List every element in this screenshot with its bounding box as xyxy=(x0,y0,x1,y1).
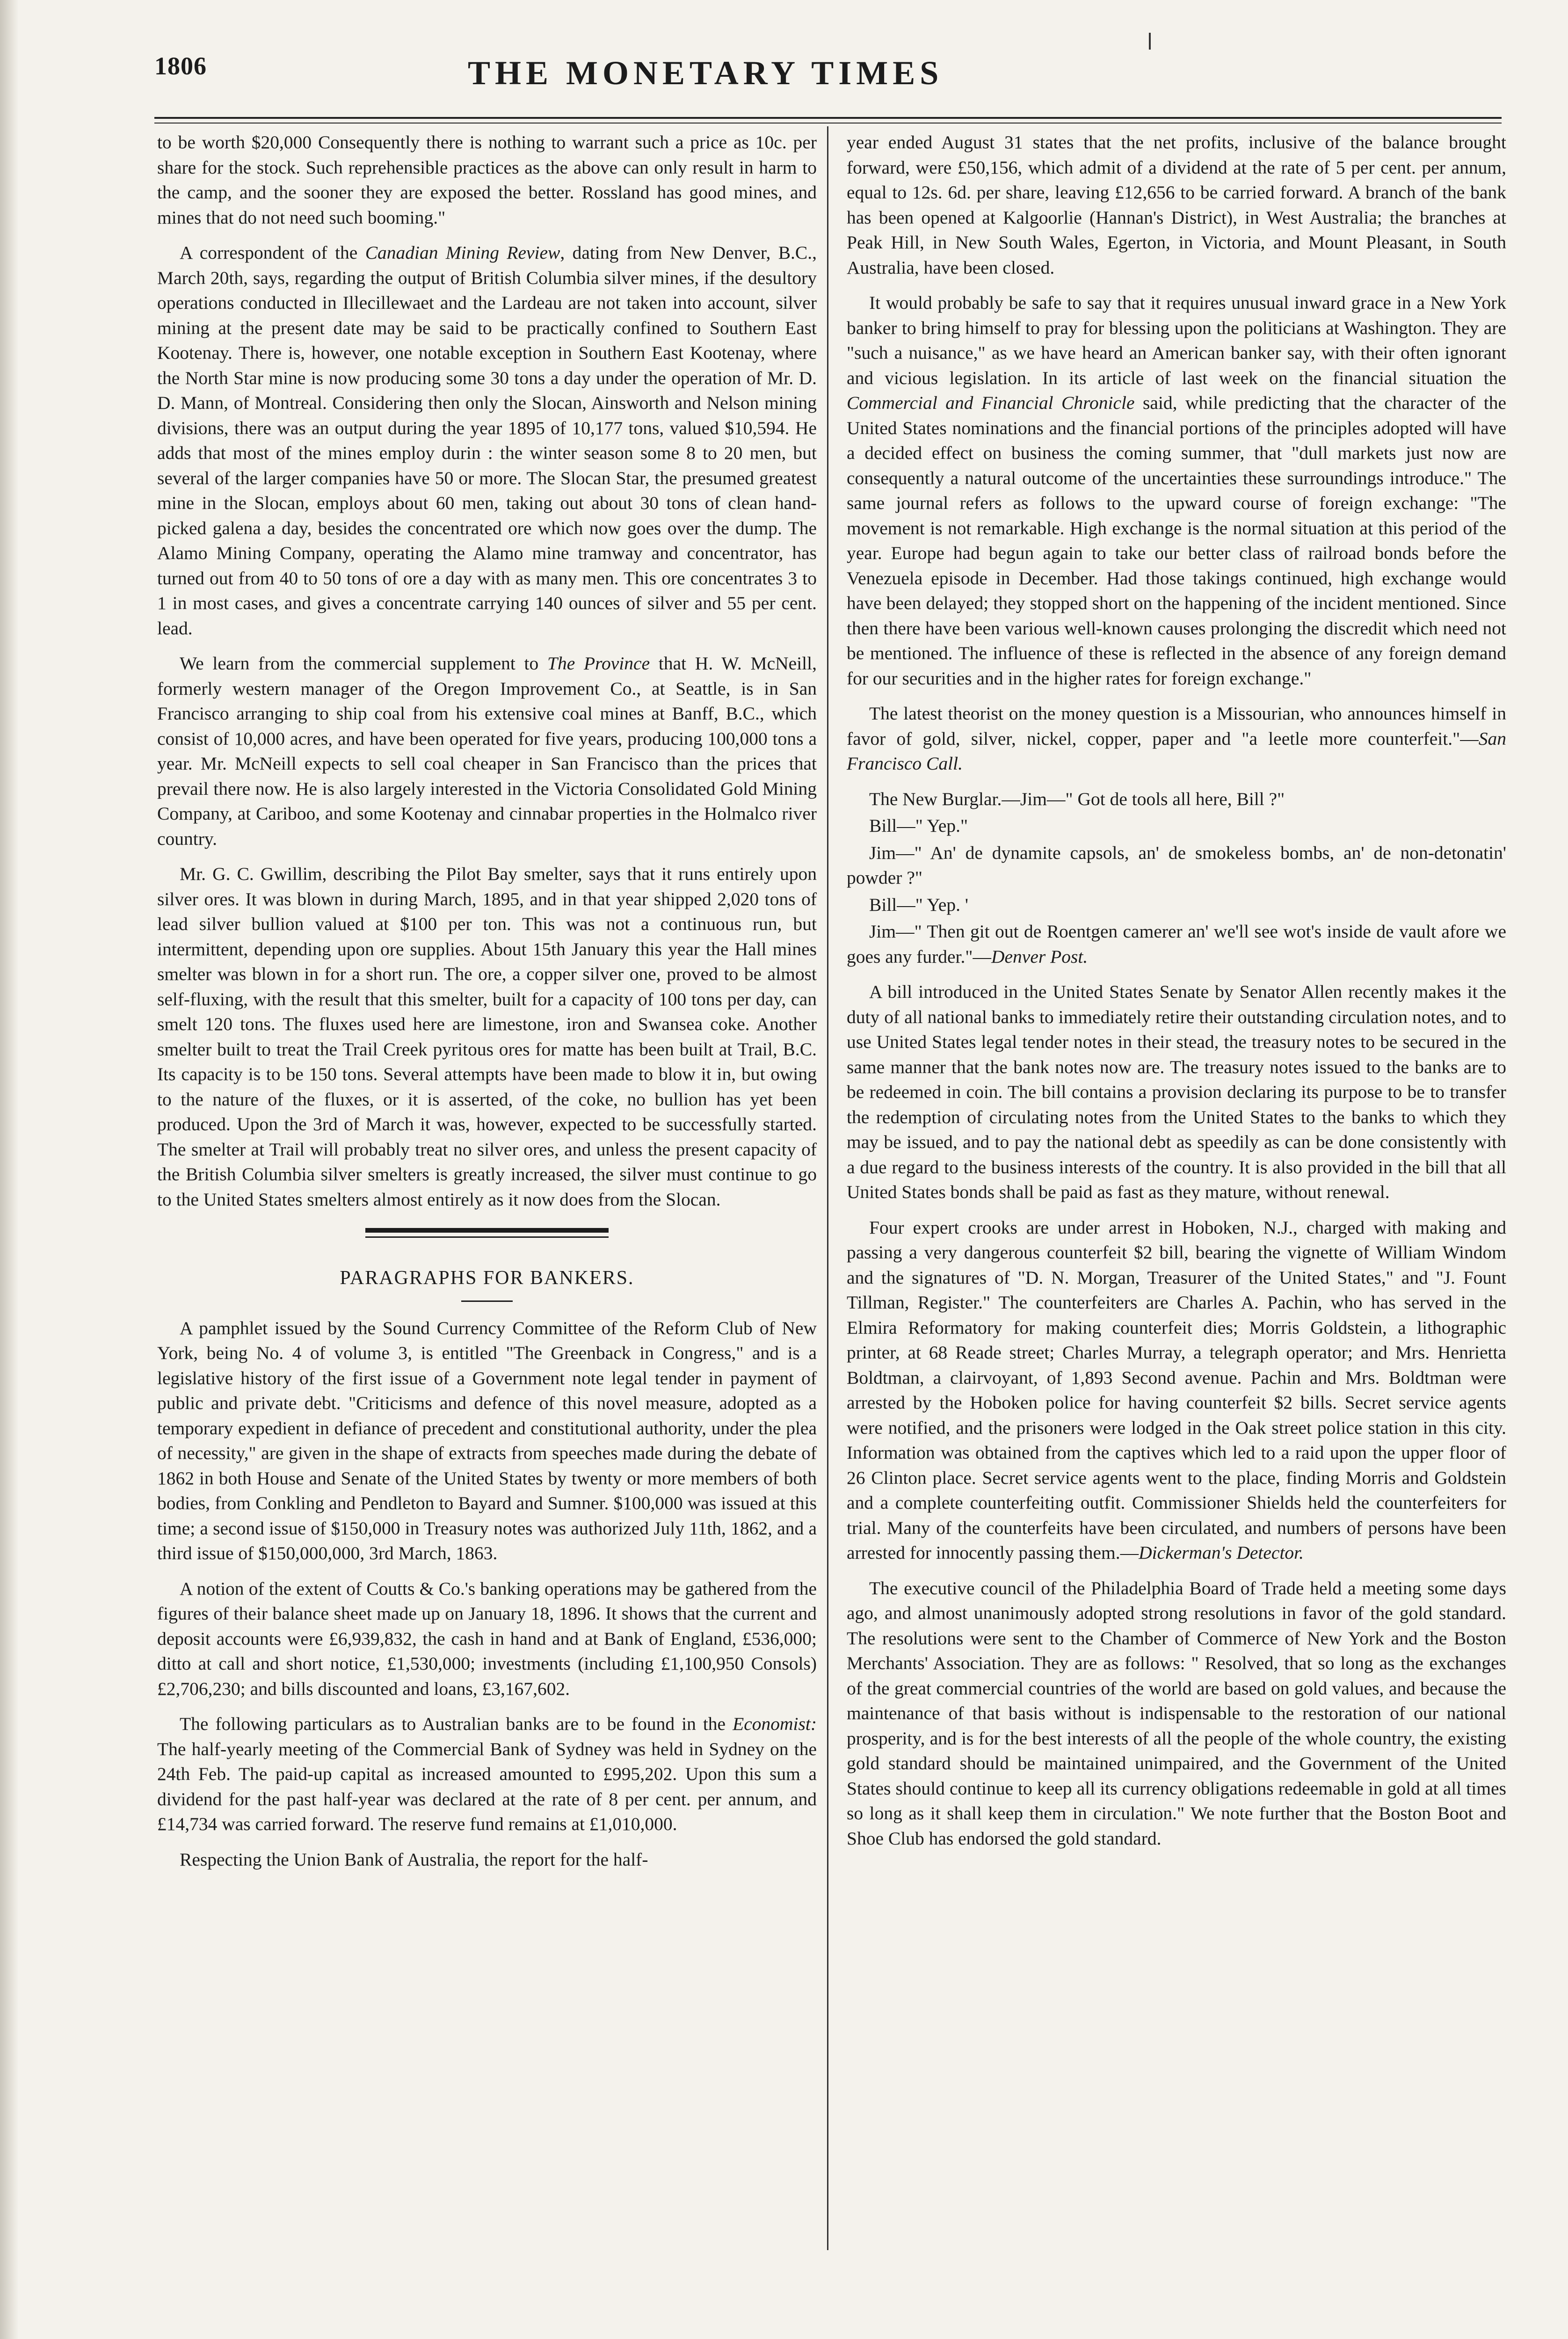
text-run: that H. W. McNeill, formerly western manager of the Oregon Improvement Co., at Seattle, is in San Francisco arranging to ship coal from his extensive coal mines at Banff, B.C., which consist of 10,000 acres, and have been operated for five years, producing 100,000 tons a year. Mr. McNeill expects to sell coal cheaper in San Francisco than the prices that prevail there now. He is also largely interested in the Victoria Consolidated Gold Mining Company, at Cariboo, and some Kootenay and cinnabar properties in the Holmalco river country. xyxy=(157,653,817,849)
paragraph xyxy=(847,291,1506,691)
column-divider xyxy=(827,126,828,2250)
publication-title: Dickerman's Detector. xyxy=(1139,1542,1304,1563)
paragraph: Respecting the Union Bank of Australia, the report for the half- xyxy=(180,1849,648,1870)
paragraph xyxy=(157,1712,817,1837)
heading-dash xyxy=(461,1300,513,1302)
paragraph: to be worth $20,000 Consequently there is nothing to warrant such a price as 10c. per share for the stock. Such reprehensible practices as the above can only result in harm to the camp, and the sooner they are exposed the better. Rossland has good mines, and mines that do not need such booming." xyxy=(157,132,817,228)
text-run: Four expert crooks are under arrest in Hoboken, N.J., charged with making and passing a very dangerous counterfeit $2 bill, bearing the vignette of William Windom and the signatures of "D. N. Morgan, Treasurer of the United States," and "J. Fount Tillman, Register." The counterfeiters are Charles A. Pachin, who has served in the Elmira Reformatory for making counterfeit dies; Morris Goldstein, a lithographic printer, at 68 Reade street; Charles Murray, a telegraph operator; and Mrs. Henrietta Boldtman, a clairvoyant, of 1,893 Second avenue. Pachin and Mrs. Boldtman were arrested by the Hoboken police for having counterfeit $2 bills. Secret service agents were notified, and the prisoners were lodged in the Oak street police station in this city. Information was obtained from the captives which led to a raid upon the upper floor of 26 Clinton place. Secret service agents went to the place, finding Morris and Goldstein and a complete counterfeiting outfit. Commissioner Shields held the counterfeiters for trial. Many of the counterfeits have been circulated, and numbers of persons have been arrested for innocently passing them.— xyxy=(847,1217,1506,1563)
publication-title: San Francisco Call. xyxy=(847,728,1506,774)
dialogue-line: Jim—" An' de dynamite capsols, an' de smokeless bombs, an' de non-detonatin' powder ?" xyxy=(847,842,1506,888)
margin-mark xyxy=(1149,33,1151,50)
dialogue-line xyxy=(847,919,1506,969)
text-run: We learn from the commercial supplement to xyxy=(180,653,548,674)
dialogue-line: The New Burglar.—Jim—" Got de tools all here, Bill ?" xyxy=(869,788,1285,809)
header-rule-thick xyxy=(154,117,1502,119)
text-run: The latest theorist on the money question is a Missourian, who announces himself in favor of gold, silver, nickel, copper, paper and "a leetle more counterfeit."— xyxy=(847,703,1506,749)
text-run: The half-yearly meeting of the Commercial Bank of Sydney was held in Sydney on the 24th Feb. The paid-up capital as increased amounted to £995,202. Upon this sum a dividend for the past half-year was declared at the rate of 8 per cent. per annum, and £14,734 was carried forward. The reserve fund remains at £1,010,000. xyxy=(157,1738,817,1834)
separator-thin-rule xyxy=(365,1236,609,1238)
dialogue-line: Bill—" Yep." xyxy=(869,815,968,836)
right-column xyxy=(847,130,1506,1861)
paragraph: The executive council of the Philadelphia Board of Trade held a meeting some days ago, and almost unanimously adopted strong resolutions in favor of the gold standard. The resolutions were sent to the Chamber of Commerce of New York and the Boston Merchants' Association. They are as follows: " Resolved, that so long as the exchanges of the great commercial countries of the world are based on gold values, and because the maintenance of that basis without is indispensable to the restoration of our national prosperity, and is for the best interests of all the people of the whole country, the existing gold standard should be maintained unimpaired, and the Government of the United States should continue to keep all its currency obligations redeemable in gold at all times so long as it shall keep them in circulation." We note further that the Boston Boot and Shoe Club has endorsed the gold standard. xyxy=(847,1577,1506,1849)
dialogue-line: Bill—" Yep. ' xyxy=(869,894,969,915)
paragraph xyxy=(847,1215,1506,1566)
paragraph xyxy=(157,240,817,641)
separator-thick-rule xyxy=(365,1228,609,1233)
paragraph xyxy=(847,701,1506,777)
publication-title: The Province xyxy=(547,653,650,674)
paragraph: year ended August 31 states that the net profits, inclusive of the balance brought forward, were £50,156, which admit of a dividend at the rate of 5 per cent. per annum, equal to 12s. 6d. per share, leaving £12,656 to be carried forward. A branch of the bank has been opened at Kalgoorlie (Hannan's District), in West Australia; the branches at Peak Hill, in New South Wales, Egerton, in Victoria, and Mount Pleasant, in South Australia, have been closed. xyxy=(847,132,1506,278)
publication-title: Denver Post. xyxy=(991,946,1088,967)
text-run: , dating from New Denver, B.C., March 20th, says, regarding the output of British Columbia silver mines, if the desultory operations conducted in Illecillewaet and the Lardeau are not taken into account, silver mining at the present date may be said to be practically confined to Southern East Kootenay. There is, however, one notable exception in Southern East Kootenay, where the North Star mine is now producing some 30 tons a day under the operation of Mr. D. D. Mann, of Montreal. Considering then only the Slocan, Ainsworth and Nelson mining divisions, there was an output during the year 1895 of 10,177 tons, valued $10,594. He adds that most of the mines employ durin : the winter season some 8 to 20 men, but several of the larger companies have 50 or more. The Slocan Star, the presumed greatest mine in the Slocan, employs about 60 men, taking out about 30 tons of clean hand-picked galena a day, besides the concentrated ore which now goes over the dump. The Alamo Mining Company, operating the Alamo mine tramway and concentrator, has turned out from 40 to 50 tons of ore a day with as many men. This ore concentrates 3 to 1 in most cases, and gives a concentrate carrying 140 ounces of silver and 55 per cent. lead. xyxy=(157,242,817,639)
text-run: A correspondent of the xyxy=(180,242,365,263)
section-separator xyxy=(365,1228,609,1238)
paragraph: A notion of the extent of Coutts & Co.'s banking operations may be gathered from the figures of their balance sheet made up on January 18, 1896. It shows that the current and deposit accounts were £6,939,832, the cash in hand and at Bank of England, £536,000; ditto at call and short notice, £1,530,000; investments (including £1,100,950 Consols) £2,706,230; and bills discounted and loans, £3,167,602. xyxy=(157,1578,817,1699)
paragraph: Mr. G. C. Gwillim, describing the Pilot Bay smelter, says that it runs entirely upon silver ores. It was blown in during March, 1895, and in that year shipped 2,020 tons of lead silver bullion valued at $100 per ton. This was not a continuous run, but intermittent, depending upon ore supplies. About 15th January this year the Hall mines smelter was blown in for a short run. The ore, a copper silver one, proved to be almost self-fluxing, with the result that this smelter, built for a capacity of 100 tons per day, can smelt 120 tons. The fluxes used here are limestone, iron and Swansea coke. Another smelter built to treat the Trail Creek pyritous ores for matte has been built at Trail, B.C. Its capacity is to be 150 tons. Several attempts have been made to blow it in, but owing to the nature of the fluxes, or it is asserted, of the coke, no bullion has yet been produced. Upon the 3rd of March it was, however, expected to be successfully started. The smelter at Trail will probably treat no silver ores, and unless the present capacity of the British Columbia silver smelters is greatly increased, the silver must continue to go to the United States smelters almost entirely as it now does from the Slocan. xyxy=(157,864,817,1210)
text-run: said, while predicting that the character of the United States nominations and the financial portions of the principles adopted will have a decided effect on business the coming summer, that "dull markets just now are consequently a natural outcome of the uncertainties these surroundings introduce." The same journal refers as follows to the upward course of foreign exchange: "The movement is not remarkable. High exchange is the normal situation at this period of the year. Europe had begun again to take our better class of railroad bonds before the Venezuela episode in December. Had those takings continued, high exchange would have been delayed; they stopped short on the happening of the incident mentioned. Since then there have been various well-known causes prolonging the discredit which need not be mentioned. The influence of these is reflected in the absence of any foreign demand for our securities and in the higher rates for foreign exchange." xyxy=(847,392,1506,689)
paragraph: A pamphlet issued by the Sound Currency Committee of the Reform Club of New York, being No. 4 of volume 3, is entitled "The Greenback in Congress," and is a legislative history of the first issue of a Government note legal tender in payment of public and private debt. "Criticisms and defence of this novel measure, adopted as a temporary expedient in defiance of precedent and constitutional authority, under the plea of necessity," are given in the shape of extracts from speeches made during the debate of 1862 in both House and Senate of the United States by twenty or more members of both bodies, from Conkling and Pendleton to Bayard and Sumner. $100,000 was issued at this time; a second issue of $150,000 in Treasury notes was authorized July 11th, 1862, and a third issue of $150,000,000, 3rd March, 1863. xyxy=(157,1317,817,1563)
paragraph: A bill introduced in the United States Senate by Senator Allen recently makes it the duty of all national banks to immediately retire their outstanding circulation notes, and to use United States legal tender notes in their stead, the treasury notes to be secured in the same manner that the bank notes now are. The treasury notes issued to the banks are to be redeemed in coin. The bill contains a provision declaring its purpose to be to transfer the redemption of circulating notes from the United States to the banks to which they may be issued, and to pay the national debt as speedily as can be done consistently with a due regard to the business interests of the country. It is also provided in the bill that all United States bonds shall be paid as fast as they mature, without renewal. xyxy=(847,981,1506,1202)
section-heading: PARAGRAPHS FOR BANKERS. xyxy=(340,1267,634,1289)
masthead-title: THE MONETARY TIMES xyxy=(468,54,944,92)
publication-title: Canadian Mining Review xyxy=(365,242,560,263)
publication-title: Commercial and Financial Chronicle xyxy=(847,392,1135,413)
paragraph xyxy=(157,651,817,851)
page-number: 1806 xyxy=(154,52,207,80)
left-column xyxy=(157,130,817,1882)
publication-title: Economist: xyxy=(733,1714,817,1734)
binding-edge xyxy=(0,0,19,2339)
text-run: The following particulars as to Australian banks are to be found in the xyxy=(180,1714,733,1734)
text-run: It would probably be safe to say that it requires unusual inward grace in a New York banker to bring himself to pray for blessing upon the politicians at Washington. They are "such a nuisance," as we have heard an American banker say, with their often ignorant and vicious legislation. In its article of last week on the financial situation the xyxy=(847,292,1506,388)
text-run: Jim—" Then git out de Roentgen camerer an' we'll see wot's inside de vault afore we goes any furder."— xyxy=(847,921,1506,967)
